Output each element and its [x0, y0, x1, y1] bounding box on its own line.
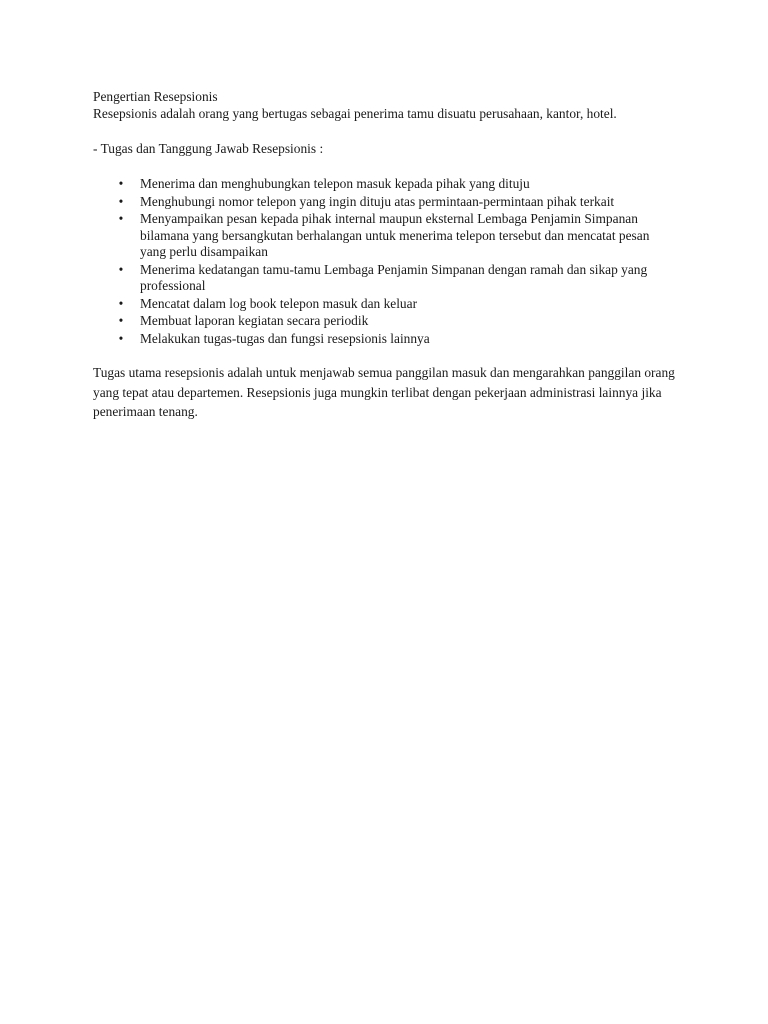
duty-text: Melakukan tugas-tugas dan fungsi resepsionis lainnya	[140, 330, 430, 346]
list-item	[93, 296, 673, 313]
list-item	[93, 331, 673, 348]
list-item	[93, 313, 673, 330]
section-heading: - Tugas dan Tanggung Jawab Resepsionis :	[93, 141, 324, 156]
bullet-icon: •	[118, 176, 124, 191]
duties-list	[93, 176, 673, 347]
list-item	[93, 194, 673, 211]
duty-text: Mencatat dalam log book telepon masuk dan keluar	[140, 295, 418, 311]
bullet-icon: •	[118, 193, 124, 209]
bullet-icon: •	[118, 211, 124, 226]
intro-paragraph: Resepsionis adalah orang yang bertugas sebagai penerima tamu disuatu perusahaan, kantor, hotel.	[93, 106, 617, 121]
bullet-icon: •	[118, 295, 124, 311]
bullet-icon: •	[118, 313, 124, 328]
document-page	[93, 88, 673, 422]
duty-text: Menghubungi nomor telepon yang ingin dituju atas permintaan-permintaan pihak terkait	[140, 193, 615, 209]
duty-text: Menerima dan menghubungkan telepon masuk kepada pihak yang dituju	[140, 176, 530, 191]
bullet-icon: •	[118, 261, 124, 277]
list-item	[93, 262, 673, 295]
list-item	[93, 211, 673, 261]
bullet-icon: •	[118, 330, 124, 346]
duty-text: Menerima kedatangan tamu-tamu Lembaga Penjamin Simpanan dengan ramah dan sikap yang professional	[140, 261, 648, 293]
duty-text: Membuat laporan kegiatan secara periodik	[140, 313, 369, 328]
summary-paragraph: Tugas utama resepsionis adalah untuk menjawab semua panggilan masuk dan mengarahkan panggilan orang yang tepat atau departemen. Resepsionis juga mungkin terlibat dengan pekerjaan administrasi lainnya jika penerimaan tenang.	[93, 365, 675, 419]
list-item	[93, 176, 673, 193]
document-title: Pengertian Resepsionis	[93, 89, 218, 104]
duty-text: Menyampaikan pesan kepada pihak internal maupun eksternal Lembaga Penjamin Simpanan bilamana yang bersangkutan berhalangan untuk menerima telepon tersebut dan mencatat pesan yang perlu disampaikan	[140, 211, 650, 259]
